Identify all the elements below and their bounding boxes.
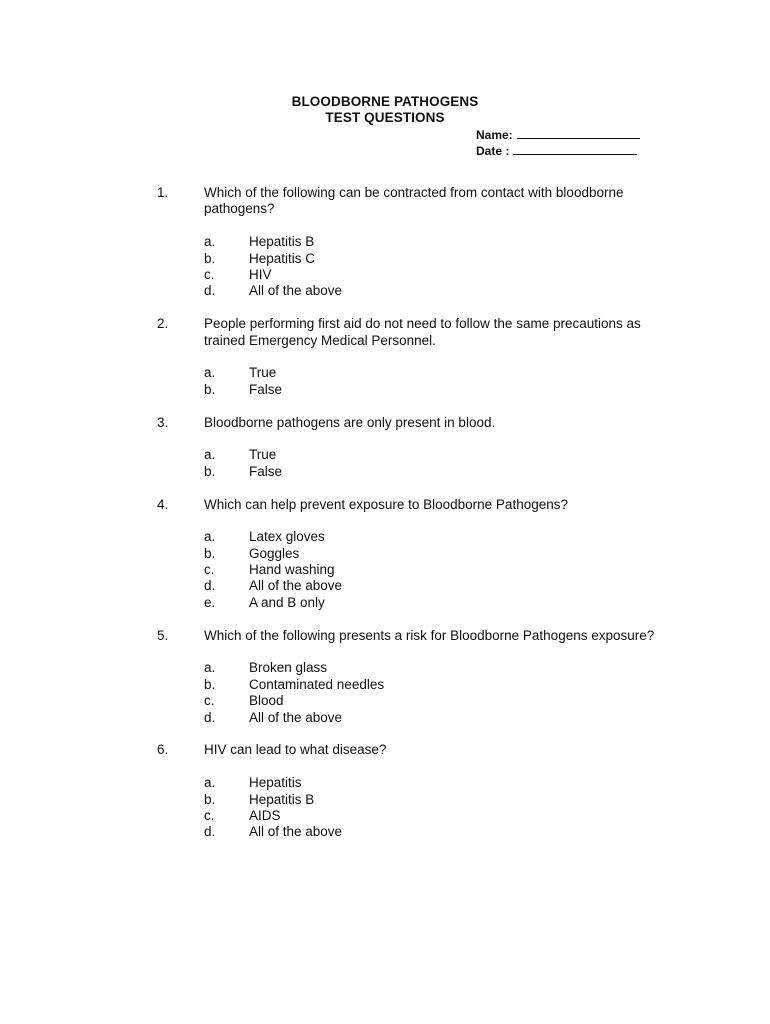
question-number: 5. <box>157 627 169 643</box>
option-letter: d. <box>204 824 216 840</box>
date-label: Date : <box>476 144 510 158</box>
answer-option <box>0 546 770 562</box>
option-text: All of the above <box>249 283 343 299</box>
option-letter: b. <box>204 250 216 266</box>
answer-option <box>0 792 770 808</box>
answer-option <box>0 283 770 299</box>
option-letter: d. <box>204 283 216 299</box>
question-text: Which can help prevent exposure to Bloodborne Pathogens? <box>204 496 568 512</box>
answer-option <box>0 382 770 398</box>
question-number: 3. <box>157 414 169 430</box>
option-letter: a. <box>204 529 216 545</box>
option-text: Broken glass <box>249 660 328 676</box>
question-number: 1. <box>157 185 169 200</box>
option-text: All of the above <box>249 824 343 840</box>
answer-option <box>0 808 770 824</box>
option-text: False <box>249 381 283 397</box>
option-letter: d. <box>204 709 216 725</box>
answer-option <box>0 693 770 709</box>
answer-option <box>0 447 770 463</box>
option-letter: c. <box>204 266 215 282</box>
option-text: True <box>249 447 277 463</box>
question-6 <box>0 742 770 840</box>
answer-option <box>0 267 770 283</box>
answer-option <box>0 824 770 840</box>
option-text: Hepatitis <box>249 775 302 791</box>
answer-option <box>0 660 770 676</box>
answer-options <box>0 529 770 611</box>
option-text: Hepatitis C <box>249 250 316 266</box>
option-letter: a. <box>204 447 216 463</box>
option-text: Goggles <box>249 545 300 561</box>
option-text: HIV <box>249 266 272 282</box>
option-text: All of the above <box>249 578 343 594</box>
answer-option <box>0 595 770 611</box>
answer-option <box>0 234 770 250</box>
option-letter: d. <box>204 578 216 594</box>
answer-options <box>0 660 770 726</box>
option-text: Hand washing <box>249 562 335 578</box>
question-text: Bloodborne pathogens are only present in blood. <box>204 414 496 430</box>
answer-options <box>0 775 770 841</box>
date-blank-line <box>513 142 637 155</box>
question-1 <box>0 185 770 300</box>
answer-options <box>0 365 770 398</box>
answer-option <box>0 365 770 381</box>
option-letter: c. <box>204 562 215 578</box>
question-number: 2. <box>157 316 169 332</box>
option-text: Latex gloves <box>249 529 325 545</box>
answer-option <box>0 251 770 267</box>
option-letter: b. <box>204 545 216 561</box>
option-letter: a. <box>204 234 216 250</box>
question-3 <box>0 415 770 481</box>
question-number: 6. <box>157 742 169 758</box>
option-text: Hepatitis B <box>249 791 315 807</box>
name-label: Name: <box>476 128 513 142</box>
answer-option <box>0 464 770 480</box>
document-subtitle: TEST QUESTIONS <box>325 110 445 125</box>
date-field <box>476 142 637 159</box>
option-text: All of the above <box>249 709 343 725</box>
answer-option <box>0 562 770 578</box>
question-text: Which of the following presents a risk for Bloodborne Pathogens exposure? <box>204 627 655 643</box>
question-5 <box>0 628 770 726</box>
question-text: HIV can lead to what disease? <box>204 742 387 758</box>
option-text: Contaminated needles <box>249 676 385 692</box>
question-2 <box>0 316 770 398</box>
answer-option <box>0 677 770 693</box>
option-letter: a. <box>204 660 216 676</box>
answer-options <box>0 447 770 480</box>
question-list <box>0 185 770 841</box>
question-text: People performing first aid do not need to follow the same precautions as trained Emergency Medical Personnel. <box>204 316 641 348</box>
option-letter: a. <box>204 775 216 791</box>
option-text: AIDS <box>249 807 281 823</box>
option-letter: b. <box>204 791 216 807</box>
answer-option <box>0 529 770 545</box>
option-letter: a. <box>204 365 216 381</box>
option-text: True <box>249 365 277 381</box>
option-letter: b. <box>204 676 216 692</box>
name-blank-line <box>517 126 640 139</box>
option-text: A and B only <box>249 594 325 610</box>
name-field <box>476 126 640 143</box>
question-4 <box>0 497 770 612</box>
answer-options <box>0 234 770 300</box>
option-text: Blood <box>249 693 284 709</box>
document-title: BLOODBORNE PATHOGENS <box>291 94 479 109</box>
option-text: False <box>249 463 283 479</box>
question-text: Which of the following can be contracted from contact with bloodborne pathogens? <box>204 185 624 217</box>
question-number: 4. <box>157 496 169 512</box>
option-letter: b. <box>204 463 216 479</box>
option-text: Hepatitis B <box>249 234 315 250</box>
option-letter: b. <box>204 381 216 397</box>
answer-option <box>0 775 770 791</box>
option-letter: c. <box>204 807 215 823</box>
answer-option <box>0 578 770 594</box>
option-letter: e. <box>204 594 216 610</box>
option-letter: c. <box>204 693 215 709</box>
answer-option <box>0 710 770 726</box>
